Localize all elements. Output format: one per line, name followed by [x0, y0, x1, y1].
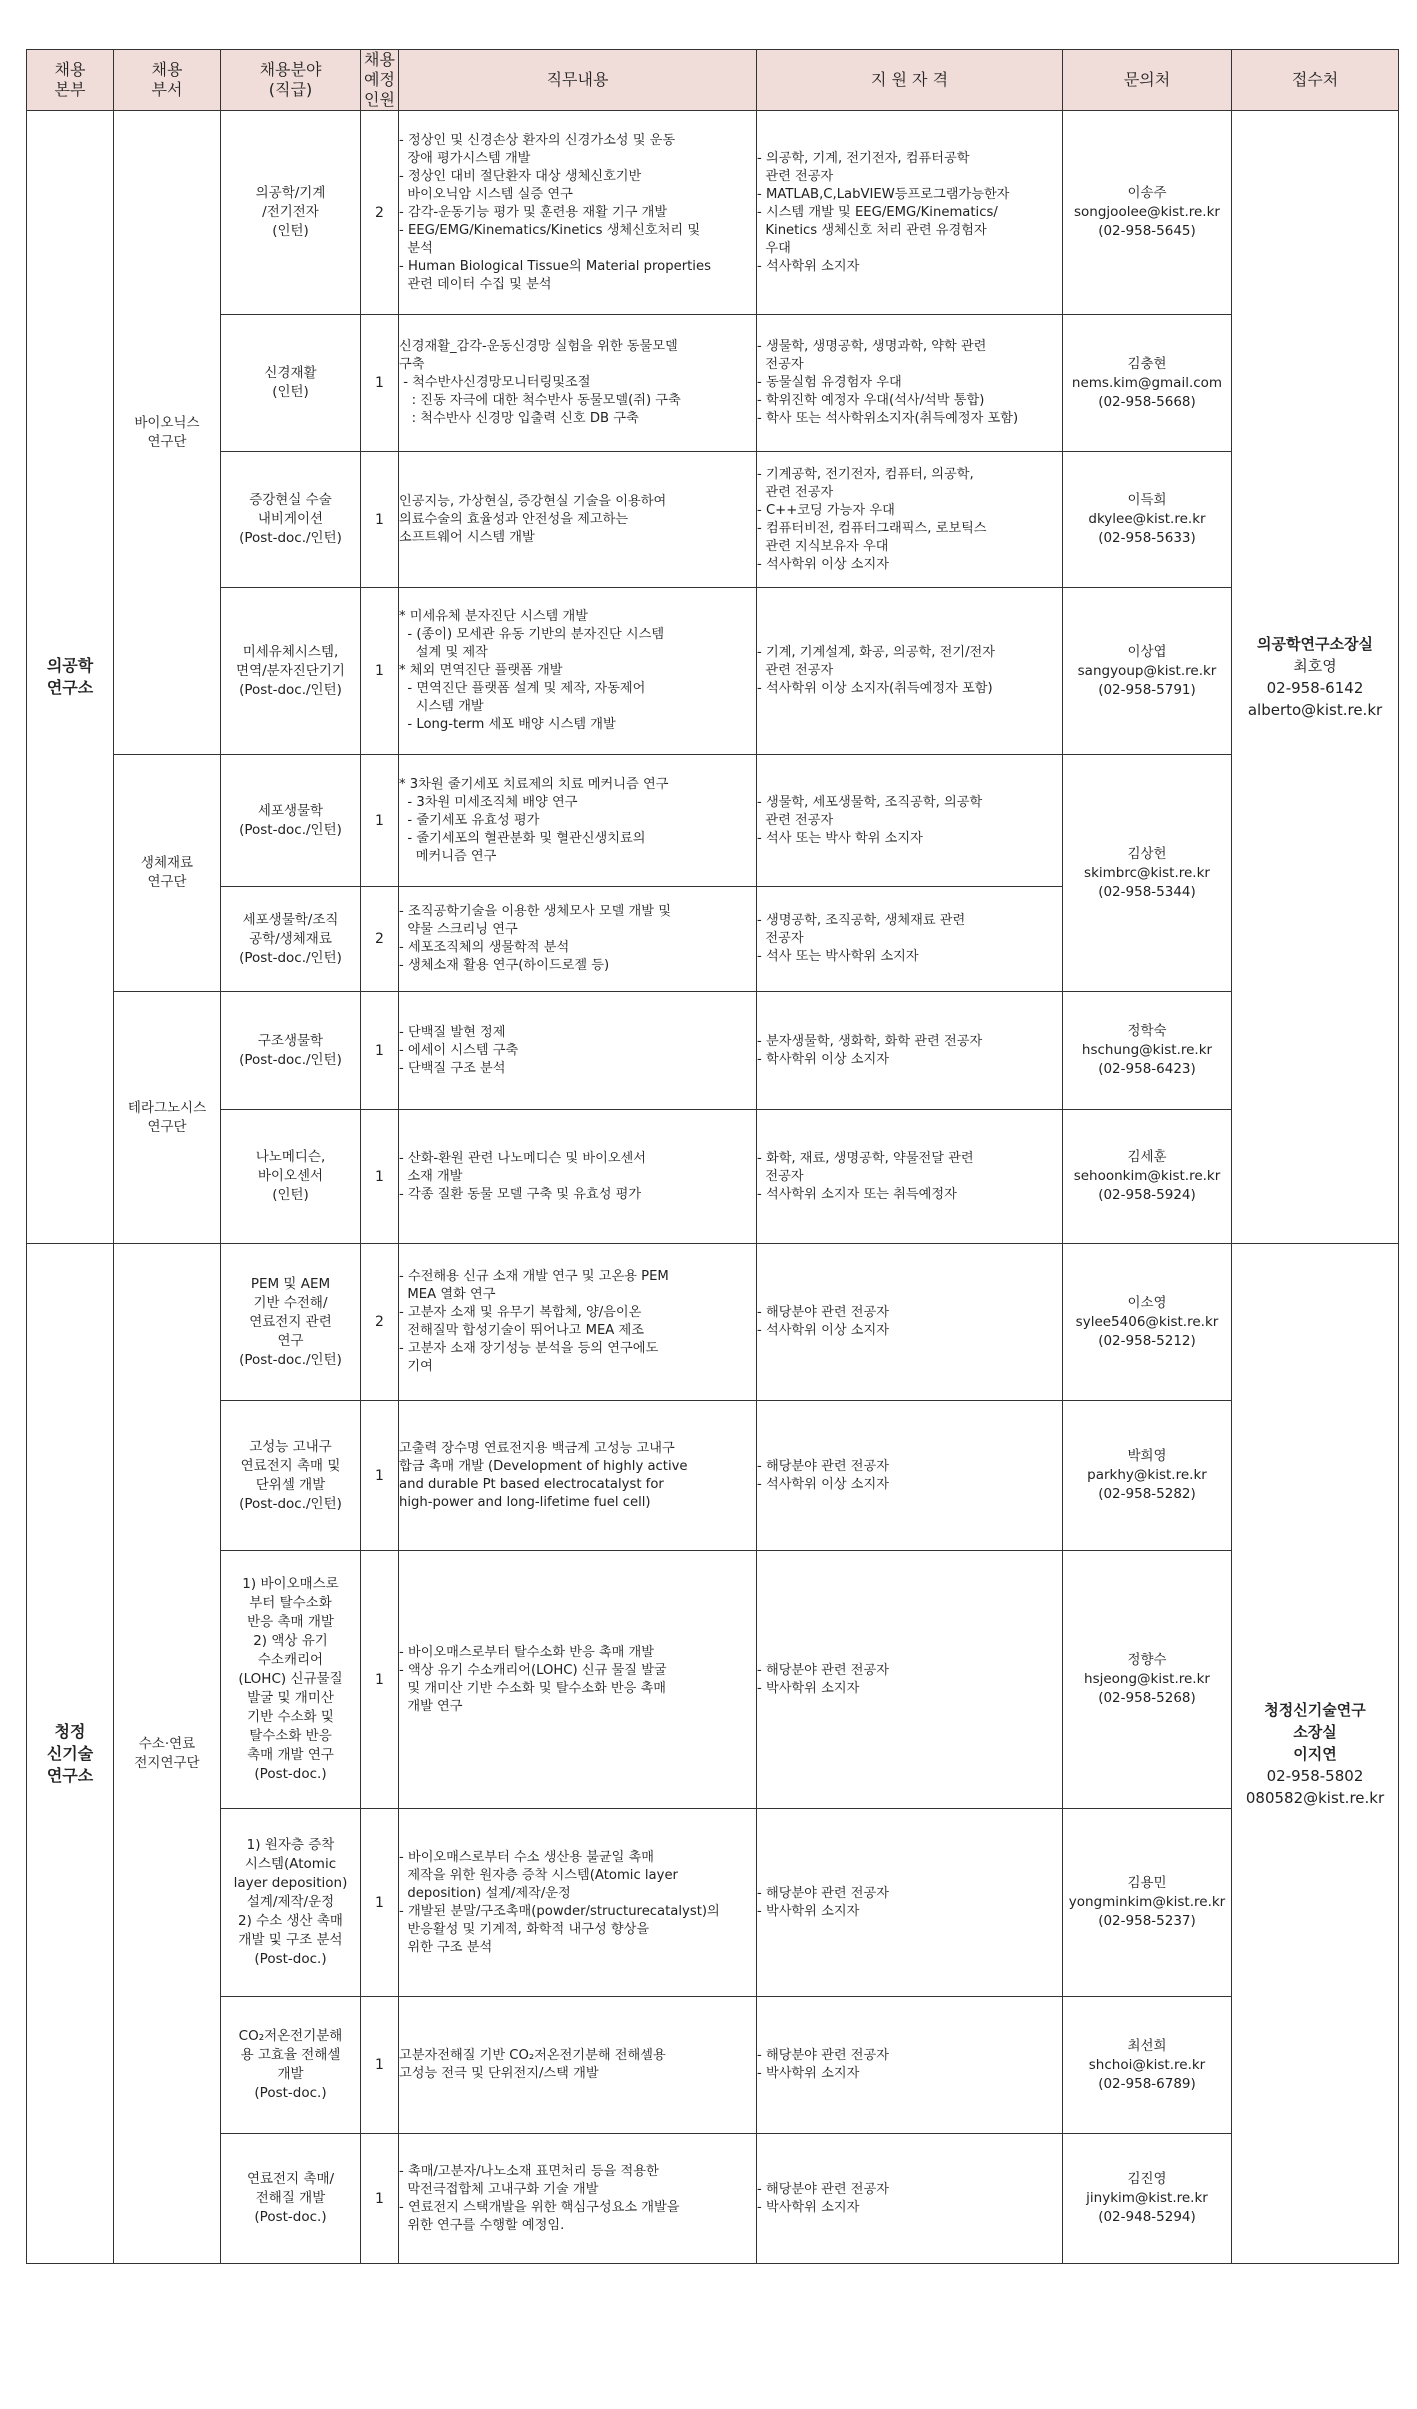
duties-cell: - 산화-환원 관련 나노메디슨 및 바이오센서 소재 개발 - 각종 질환 동물 모델 구축 및 유효성 평가	[399, 1110, 757, 1244]
receive-cell	[1232, 111, 1399, 1244]
contact-cell: 김용민 yongminkim@kist.re.kr (02-958-5237)	[1063, 1809, 1232, 1997]
field-cell: 나노메디슨, 바이오센서 (인턴)	[221, 1110, 361, 1244]
field-cell: 증강현실 수술 내비게이션 (Post-doc./인턴)	[221, 452, 361, 588]
count-cell: 1	[361, 1401, 399, 1551]
table-row	[27, 1551, 1399, 1809]
table-row	[27, 2134, 1399, 2264]
quals-cell: - 해당분야 관련 전공자 - 석사학위 이상 소지자	[757, 1401, 1063, 1551]
contact-cell: 김진영 jinykim@kist.re.kr (02-948-5294)	[1063, 2134, 1232, 2264]
field-cell: 고성능 고내구 연료전지 촉매 및 단위셀 개발 (Post-doc./인턴)	[221, 1401, 361, 1551]
field-cell: 세포생물학/조직 공학/생체재료 (Post-doc./인턴)	[221, 887, 361, 992]
quals-cell: - 기계, 기계설계, 화공, 의공학, 전기/전자 관련 전공자 - 석사학위 이상 소지자(취득예정자 포함)	[757, 588, 1063, 755]
quals-cell: - 해당분야 관련 전공자 - 석사학위 이상 소지자	[757, 1244, 1063, 1401]
table-row	[27, 315, 1399, 452]
contact-cell: 최선희 shchoi@kist.re.kr (02-958-6789)	[1063, 1997, 1232, 2134]
recruitment-table	[26, 49, 1399, 2264]
header-row	[27, 50, 1399, 111]
contact-cell: 정학숙 hschung@kist.re.kr (02-958-6423)	[1063, 992, 1232, 1110]
duties-cell: 고분자전해질 기반 CO₂저온전기분해 전해셀용 고성능 전극 및 단위전지/스택 개발	[399, 1997, 757, 2134]
count-cell: 1	[361, 1809, 399, 1997]
contact-cell: 김충현 nems.kim@gmail.com (02-958-5668)	[1063, 315, 1232, 452]
receive-email: alberto@kist.re.kr	[1247, 701, 1383, 719]
table-row	[27, 111, 1399, 315]
header-quals: 지 원 자 격	[757, 50, 1063, 111]
table-row	[27, 1997, 1399, 2134]
table-row	[27, 755, 1399, 887]
quals-cell: - 해당분야 관련 전공자 - 박사학위 소지자	[757, 2134, 1063, 2264]
dept-cell: 수소·연료 전지연구단	[114, 1244, 221, 2264]
duties-cell: * 3차원 줄기세포 치료제의 치료 메커니즘 연구 - 3차원 미세조직체 배양 연구 - 줄기세포 유효성 평가 - 줄기세포의 혈관분화 및 혈관신생치료의 메커니즘 연구	[399, 755, 757, 887]
quals-cell: - 생명공학, 조직공학, 생체재료 관련 전공자 - 석사 또는 박사학위 소지자	[757, 887, 1063, 992]
field-cell: 미세유체시스템, 면역/분자진단기기 (Post-doc./인턴)	[221, 588, 361, 755]
count-cell: 2	[361, 1244, 399, 1401]
field-cell: 신경재활 (인턴)	[221, 315, 361, 452]
quals-cell: - 해당분야 관련 전공자 - 박사학위 소지자	[757, 1551, 1063, 1809]
receive-name: 최호영	[1293, 657, 1337, 675]
count-cell: 1	[361, 588, 399, 755]
contact-cell: 이소영 sylee5406@kist.re.kr (02-958-5212)	[1063, 1244, 1232, 1401]
duties-cell: * 미세유체 분자진단 시스템 개발 - (종이) 모세관 유동 기반의 분자진단 시스템 설계 및 제작 * 체외 면역진단 플랫폼 개발 - 면역진단 플랫폼 설계 및 제작, 자동제어 시스템 개발 - Long-term 세포 배양 시스템 개발	[399, 588, 757, 755]
division-cell: 의공학 연구소	[27, 111, 114, 1244]
contact-cell: 정향수 hsjeong@kist.re.kr (02-958-5268)	[1063, 1551, 1232, 1809]
field-cell: CO₂저온전기분해 용 고효율 전해셀 개발 (Post-doc.)	[221, 1997, 361, 2134]
quals-cell: - 해당분야 관련 전공자 - 박사학위 소지자	[757, 1997, 1063, 2134]
count-cell: 1	[361, 1551, 399, 1809]
division-cell: 청정 신기술 연구소	[27, 1244, 114, 2264]
quals-cell: - 화학, 재료, 생명공학, 약물전달 관련 전공자 - 석사학위 소지자 또는 취득예정자	[757, 1110, 1063, 1244]
duties-cell: 신경재활_감각-운동신경망 실험을 위한 동물모델 구축 - 척수반사신경망모니터링및조절 : 진동 자극에 대한 척수반사 동물모델(쥐) 구축 : 척수반사 신경망 입출력 신호 DB 구축	[399, 315, 757, 452]
receive-phone: 02-958-5802	[1266, 1766, 1364, 1785]
duties-cell: - 바이오매스로부터 수소 생산용 불균일 촉매 제작을 위한 원자층 증착 시스템(Atomic layer deposition) 설계/제작/운정 - 개발된 분말/구조촉매(powder/structurecatalyst)의 반응활성 및 기계적, 화학적 내구성 향상을 위한 구조 분석	[399, 1809, 757, 1997]
header-receive: 접수처	[1232, 50, 1399, 111]
field-cell: 세포생물학 (Post-doc./인턴)	[221, 755, 361, 887]
receive-cell	[1232, 1244, 1399, 2264]
table-row	[27, 1809, 1399, 1997]
contact-cell: 이득희 dkylee@kist.re.kr (02-958-5633)	[1063, 452, 1232, 588]
contact-cell: 김세훈 sehoonkim@kist.re.kr (02-958-5924)	[1063, 1110, 1232, 1244]
duties-cell: - 바이오매스로부터 탈수소화 반응 촉매 개발 - 액상 유기 수소캐리어(LOHC) 신규 물질 발굴 및 개미산 기반 수소화 및 탈수소화 반응 촉매 개발 연구	[399, 1551, 757, 1809]
count-cell: 2	[361, 111, 399, 315]
quals-cell: - 해당분야 관련 전공자 - 박사학위 소지자	[757, 1809, 1063, 1997]
quals-cell: - 생물학, 생명공학, 생명과학, 약학 관련 전공자 - 동물실험 유경험자 우대 - 학위진학 예정자 우대(석사/석박 통합) - 학사 또는 석사학위소지자(취득예정자 포함)	[757, 315, 1063, 452]
table-row	[27, 1110, 1399, 1244]
count-cell: 1	[361, 1110, 399, 1244]
contact-cell: 이송주 songjoolee@kist.re.kr (02-958-5645)	[1063, 111, 1232, 315]
table-row	[27, 992, 1399, 1110]
count-cell: 1	[361, 315, 399, 452]
table-row	[27, 452, 1399, 588]
header-contact: 문의처	[1063, 50, 1232, 111]
quals-cell: - 기계공학, 전기전자, 컴퓨터, 의공학, 관련 전공자 - C++코딩 가능자 우대 - 컴퓨터비전, 컴퓨터그래픽스, 로보틱스 관련 지식보유자 우대 - 석사학위 이상 소지자	[757, 452, 1063, 588]
header-field: 채용분야 (직급)	[221, 50, 361, 111]
duties-cell: 인공지능, 가상현실, 증강현실 기술을 이용하여 의료수술의 효율성과 안전성을 제고하는 소프트웨어 시스템 개발	[399, 452, 757, 588]
receive-title: 의공학연구소장실	[1257, 635, 1373, 653]
header-count: 채용 예정 인원	[361, 50, 399, 111]
duties-cell: - 정상인 및 신경손상 환자의 신경가소성 및 운동 장애 평가시스템 개발 - 정상인 대비 절단환자 대상 생체신호기반 바이오닉암 시스템 실증 연구 - 감각-운동기능 평가 및 훈련용 재활 기구 개발 - EEG/EMG/Kinematics/Kinetics 생체신호처리 및 분석 - Human Biological Tissue의 Material properties 관련 데이터 수집 및 분석	[399, 111, 757, 315]
header-duties: 직무내용	[399, 50, 757, 111]
duties-cell: - 수전해용 신규 소재 개발 연구 및 고온용 PEM MEA 열화 연구 - 고분자 소재 및 유무기 복합체, 양/음이온 전해질막 합성기술이 뛰어나고 MEA 제조 - 고분자 소재 장기성능 분석을 등의 연구에도 기여	[399, 1244, 757, 1401]
header-dept: 채용 부서	[114, 50, 221, 111]
count-cell: 1	[361, 755, 399, 887]
contact-cell: 박희영 parkhy@kist.re.kr (02-958-5282)	[1063, 1401, 1232, 1551]
duties-cell: 고출력 장수명 연료전지용 백금계 고성능 고내구 합금 촉매 개발 (Development of highly active and durable Pt based electrocatalyst for high-power and long-lifetime fuel cell)	[399, 1401, 757, 1551]
table-row	[27, 1244, 1399, 1401]
table-row	[27, 1401, 1399, 1551]
field-cell: 구조생물학 (Post-doc./인턴)	[221, 992, 361, 1110]
quals-cell: - 생물학, 세포생물학, 조직공학, 의공학 관련 전공자 - 석사 또는 박사 학위 소지자	[757, 755, 1063, 887]
count-cell: 1	[361, 452, 399, 588]
field-cell: 연료전지 촉매/ 전해질 개발 (Post-doc.)	[221, 2134, 361, 2264]
field-cell: PEM 및 AEM 기반 수전해/ 연료전지 관련 연구 (Post-doc./인턴)	[221, 1244, 361, 1401]
quals-cell: - 의공학, 기계, 전기전자, 컴퓨터공학 관련 전공자 - MATLAB,C,LabVIEW등프로그램가능한자 - 시스템 개발 및 EEG/EMG/Kinematics/ Kinetics 생체신호 처리 관련 유경험자 우대 - 석사학위 소지자	[757, 111, 1063, 315]
field-cell: 의공학/기계 /전기전자 (인턴)	[221, 111, 361, 315]
contact-cell: 이상엽 sangyoup@kist.re.kr (02-958-5791)	[1063, 588, 1232, 755]
receive-email: 080582@kist.re.kr	[1245, 1788, 1385, 1807]
field-cell: 1) 바이오매스로 부터 탈수소화 반응 촉매 개발 2) 액상 유기 수소캐리어 (LOHC) 신규물질 발굴 및 개미산 기반 수소화 및 탈수소화 반응 촉매 개발 연구 (Post-doc.)	[221, 1551, 361, 1809]
contact-cell: 김상헌 skimbrc@kist.re.kr (02-958-5344)	[1063, 755, 1232, 992]
receive-name: 이지연	[1293, 1744, 1337, 1763]
dept-cell: 바이오닉스 연구단	[114, 111, 221, 755]
duties-cell: - 조직공학기술을 이용한 생체모사 모델 개발 및 약물 스크리닝 연구 - 세포조직체의 생물학적 분석 - 생체소재 활용 연구(하이드로젤 등)	[399, 887, 757, 992]
count-cell: 1	[361, 992, 399, 1110]
duties-cell: - 단백질 발현 정제 - 에세이 시스템 구축 - 단백질 구조 분석	[399, 992, 757, 1110]
receive-phone: 02-958-6142	[1266, 679, 1364, 697]
receive-title: 청정신기술연구 소장실	[1264, 1700, 1366, 1741]
table-row	[27, 588, 1399, 755]
count-cell: 1	[361, 2134, 399, 2264]
dept-cell: 테라그노시스 연구단	[114, 992, 221, 1244]
dept-cell: 생체재료 연구단	[114, 755, 221, 992]
count-cell: 1	[361, 1997, 399, 2134]
count-cell: 2	[361, 887, 399, 992]
field-cell: 1) 원자층 증착 시스템(Atomic layer deposition) 설계/제작/운정 2) 수소 생산 촉매 개발 및 구조 분석 (Post-doc.)	[221, 1809, 361, 1997]
quals-cell: - 분자생물학, 생화학, 화학 관련 전공자 - 학사학위 이상 소지자	[757, 992, 1063, 1110]
duties-cell: - 촉매/고분자/나노소재 표면처리 등을 적용한 막전극접합체 고내구화 기술 개발 - 연료전지 스택개발을 위한 핵심구성요소 개발을 위한 연구를 수행할 예정임.	[399, 2134, 757, 2264]
header-division: 채용 본부	[27, 50, 114, 111]
